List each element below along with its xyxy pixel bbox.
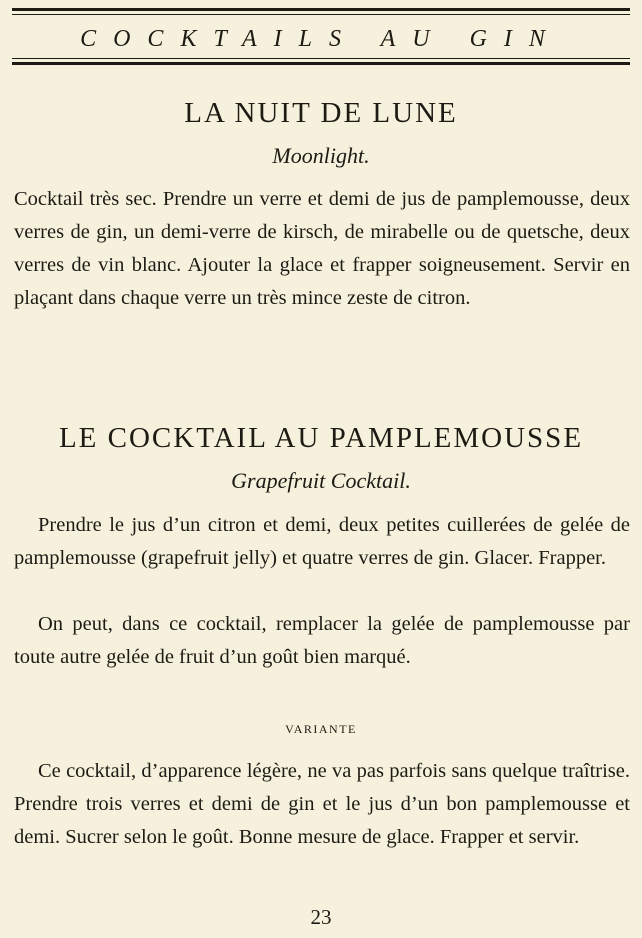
recipe-title-nuit-de-lune: LA NUIT DE LUNE xyxy=(184,97,458,129)
recipe-body-pamplemousse: Prendre le jus d’un citron et demi, deux petites cuillerées de gelée de pamplemousse (grapefruit jelly) et quatre verres de gin. Glacer. Frapper. xyxy=(14,514,630,569)
recipe-subtitle-grapefruit: Grapefruit Cocktail. xyxy=(231,468,411,493)
variante-body: Ce cocktail, d’apparence légère, ne va pas parfois sans quelque traîtrise. Prendre trois verres et demi de gin et le jus d’un bon pamplemousse et demi. Sucrer selon le goût. Bonne mesure de glace. Frapper et servir. xyxy=(14,760,630,848)
running-head: COCKTAILS AU GIN xyxy=(80,26,562,52)
header-rule-top-thin xyxy=(12,14,630,15)
variante-label: VARIANTE xyxy=(285,722,357,736)
recipe-body-nuit-de-lune: Cocktail très sec. Prendre un verre et demi de jus de pamplemousse, deux verres de gin, un demi-verre de kirsch, de mirabelle ou de quetsche, deux verres de vin blanc. Ajouter la glace et frapper soigneusement. Servir en plaçant dans chaque verre un très mince zeste de citron. xyxy=(14,188,630,309)
page-number: 23 xyxy=(310,905,332,929)
recipe-title-pamplemousse: LE COCKTAIL AU PAMPLEMOUSSE xyxy=(58,422,584,454)
header-rule-bottom-thin xyxy=(12,58,630,59)
recipe-note-pamplemousse: On peut, dans ce cocktail, remplacer la gelée de pamplemousse par toute autre gelée de fruit d’un goût bien marqué. xyxy=(14,613,630,668)
recipe-subtitle-moonlight: Moonlight. xyxy=(272,143,370,168)
header-rule-top-thick xyxy=(12,8,630,11)
header-rule-bottom-thick xyxy=(12,62,630,65)
